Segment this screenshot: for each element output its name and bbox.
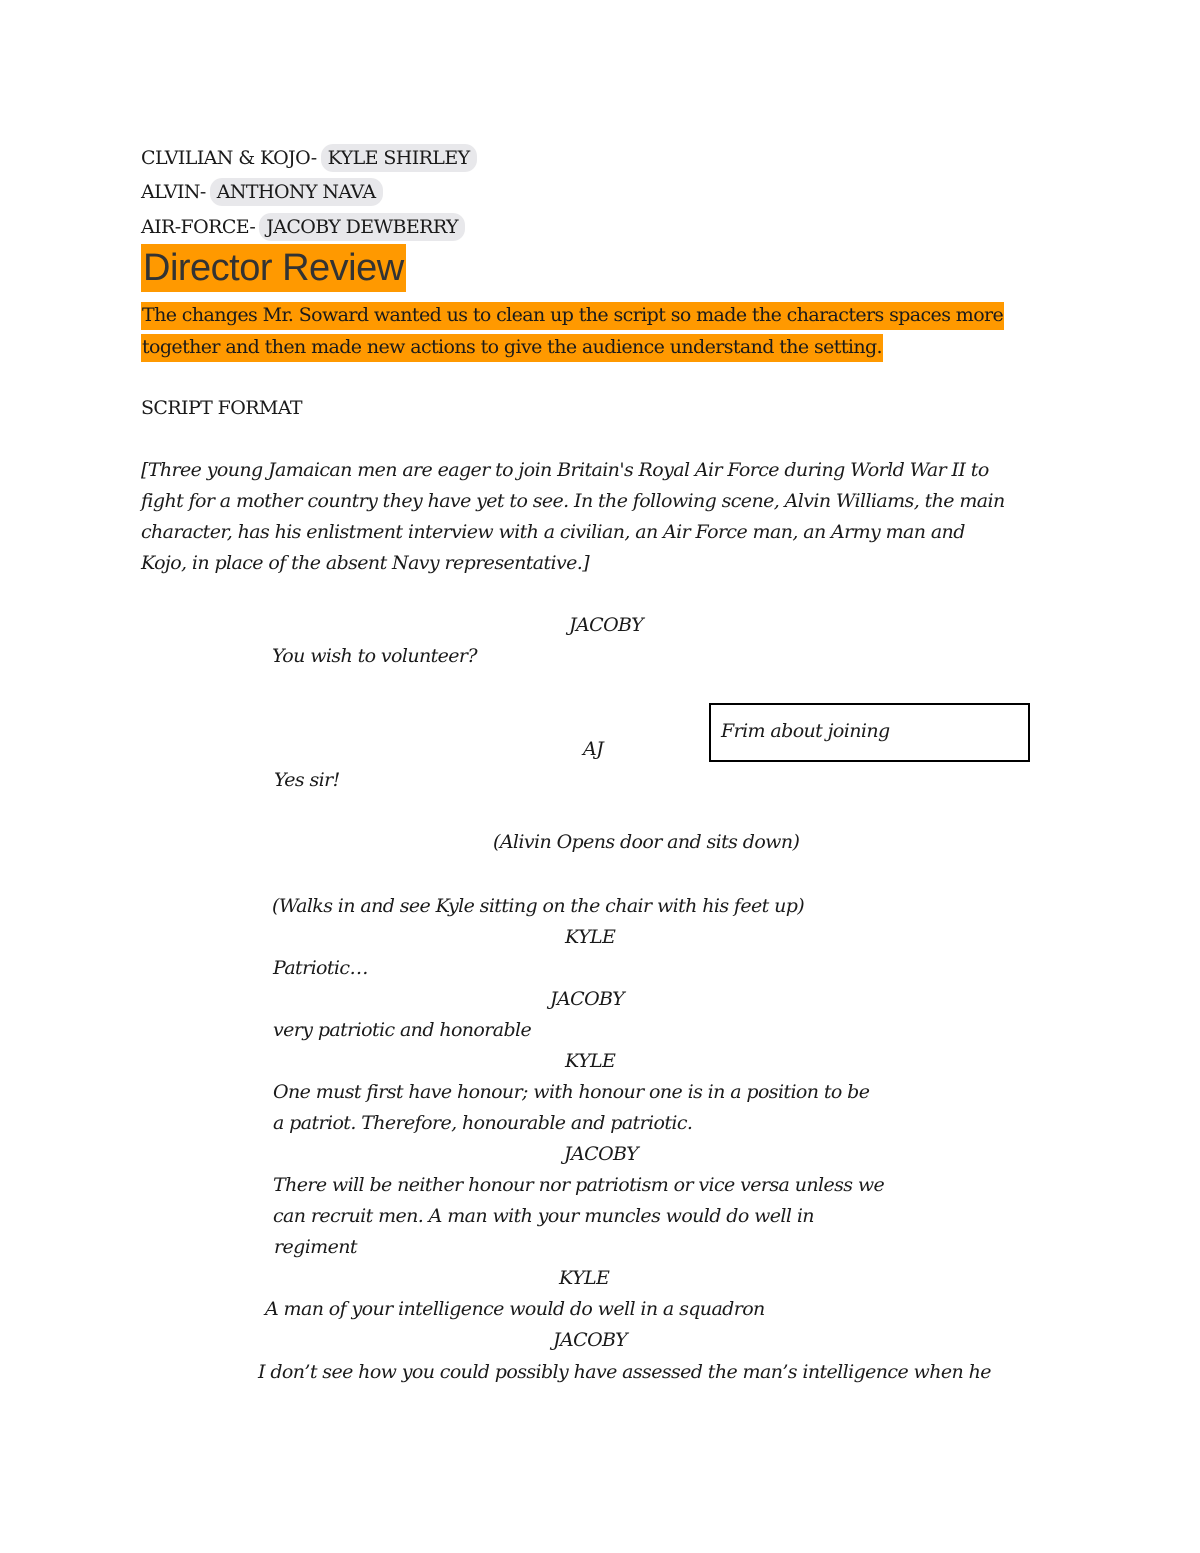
comment-text: Frim about joining	[721, 720, 890, 742]
speaker-name: JACOBY	[569, 614, 644, 636]
speaker-name: KYLE	[565, 1050, 616, 1072]
dialogue-line: regiment	[274, 1236, 357, 1258]
dialogue-line: One must first have honour; with honour one is in a position to be	[273, 1081, 870, 1103]
dialogue-line: Patriotic…	[273, 957, 368, 979]
cast-role: ALVIN-	[141, 181, 206, 203]
cast-line	[141, 178, 383, 206]
comment-box[interactable]	[709, 703, 1030, 762]
dialogue-line: I don’t see how you could possibly have assessed the man’s intelligence when he	[258, 1361, 991, 1383]
speaker-name: AJ	[583, 738, 604, 760]
scene-description-line: [Three young Jamaican men are eager to join Britain's Royal Air Force during World War II to	[141, 459, 989, 481]
dialogue-line: can recruit men. A man with your muncles would do well in	[273, 1205, 814, 1227]
dialogue-line: very patriotic and honorable	[273, 1019, 532, 1041]
dialogue-line: Yes sir!	[274, 769, 340, 791]
cast-line	[141, 144, 477, 172]
actor-chip[interactable]: JACOBY DEWBERRY	[259, 213, 465, 241]
speaker-name: KYLE	[565, 926, 616, 948]
cast-role: AIR-FORCE-	[141, 216, 256, 238]
director-note-text: together and then made new actions to give the audience understand the setting.	[141, 334, 883, 362]
speaker-name: JACOBY	[550, 988, 625, 1010]
speaker-name: JACOBY	[564, 1143, 639, 1165]
dialogue-line: a patriot. Therefore, honourable and patriotic.	[273, 1112, 693, 1134]
scene-description-line: character, has his enlistment interview with a civilian, an Air Force man, an Army man and	[141, 521, 965, 543]
actor-chip[interactable]: KYLE SHIRLEY	[321, 144, 477, 172]
stage-direction: (Alivin Opens door and sits down)	[493, 831, 800, 853]
actor-chip[interactable]: ANTHONY NAVA	[210, 178, 383, 206]
dialogue-line: You wish to volunteer?	[272, 645, 478, 667]
director-note-line	[141, 303, 1004, 327]
dialogue-line: A man of your intelligence would do well in a squadron	[265, 1298, 765, 1320]
dialogue-line: There will be neither honour nor patriotism or vice versa unless we	[273, 1174, 885, 1196]
stage-direction: (Walks in and see Kyle sitting on the chair with his feet up)	[272, 895, 805, 917]
speaker-name: KYLE	[559, 1267, 610, 1289]
scene-description-line: Kojo, in place of the absent Navy representative.]	[141, 552, 590, 574]
scene-description-line: fight for a mother country they have yet to see. In the following scene, Alvin Williams, the main	[141, 490, 1005, 512]
director-review-heading: Director Review	[141, 244, 406, 292]
director-note-text: The changes Mr. Soward wanted us to clean up the script so made the characters spaces more	[141, 302, 1004, 330]
speaker-name: JACOBY	[553, 1329, 628, 1351]
script-format-heading: SCRIPT FORMAT	[141, 397, 302, 419]
cast-role: CLVILIAN & KOJO-	[141, 147, 317, 169]
cast-line	[141, 213, 465, 241]
director-note-line	[141, 335, 883, 359]
